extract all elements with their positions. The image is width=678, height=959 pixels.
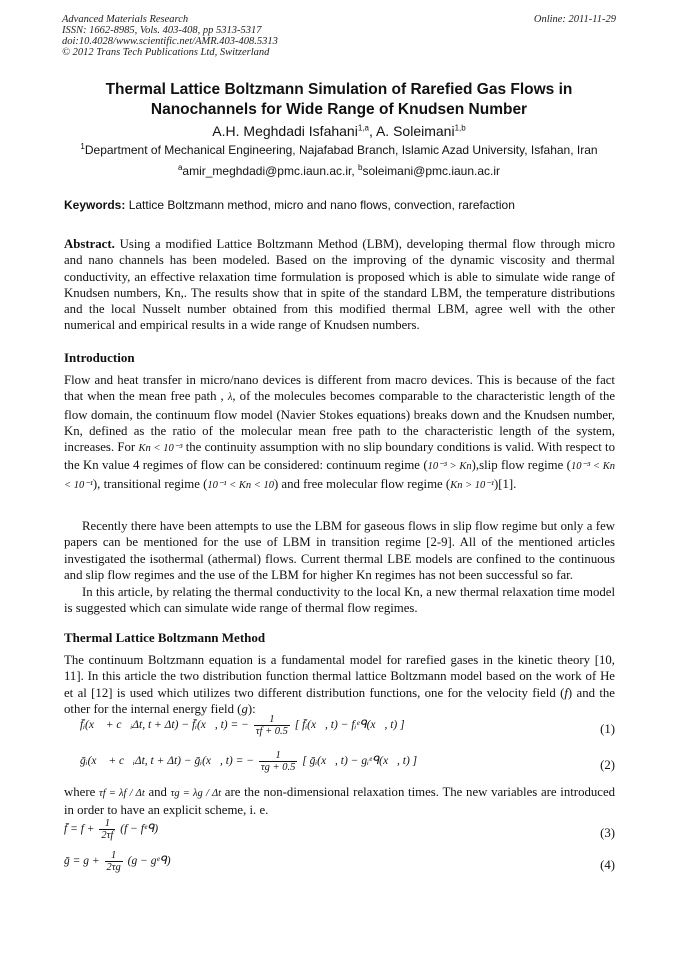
- journal-header: [62, 14, 278, 58]
- equation-3: [64, 818, 615, 852]
- author-separator: ,: [368, 123, 376, 139]
- intro-p1-text-e: ), transitional regime (: [92, 476, 208, 491]
- symbol-f: f: [564, 685, 568, 700]
- equation-4: [64, 850, 615, 884]
- kn-condition-3: 10⁻³ < Kn < 10⁻¹: [64, 461, 616, 491]
- eq1-denominator: τf + 0.5: [255, 726, 288, 737]
- author-1: A.H. Meghdadi Isfahani: [212, 123, 358, 139]
- and-word: and: [148, 785, 167, 799]
- email-a[interactable]: amir_meghdadi@pmc.iaun.ac.ir: [182, 164, 352, 178]
- where-word: where: [64, 785, 96, 799]
- author-1-affil-mark: 1,a: [357, 123, 369, 133]
- intro-heading: Introduction: [64, 350, 135, 365]
- method-paragraph-1: [64, 652, 615, 717]
- eq3-fraction: [99, 818, 115, 841]
- method-p1-text-a: The continuum Boltzmann equation is a fundamental model for rarefied gases in the kinetic theory [10, 11]. In this article the two distribution function thermal lattice Boltzmann model based on the work of He et al [12] is used which utilizes two different distribution functions, one for the velocity field (: [64, 653, 615, 700]
- method-p1-text-c: ):: [247, 701, 256, 716]
- eq1-rhs: [ f̄ᵢ(x⃗, t) − fᵢᵉᑫ(x⃗, t) ]: [294, 719, 405, 732]
- affiliation-text: Department of Mechanical Engineering, Najafabad Branch, Islamic Azad University, Isfahan, Iran: [84, 143, 598, 157]
- eq4-numerator: 1: [105, 850, 123, 862]
- affiliation: [0, 143, 678, 157]
- author-2: A. Soleimani: [375, 123, 455, 139]
- keywords: [64, 198, 515, 212]
- intro-paragraph-1: [64, 372, 615, 494]
- issn-line: ISSN: 1662-8985, Vols. 403-408, pp 5313-5317: [62, 25, 262, 36]
- paper-title: [40, 80, 638, 120]
- method-p1-text-b: ) and the other for the internal energy field (: [64, 685, 615, 716]
- kn-condition-2: 10⁻³ > Kn: [427, 461, 472, 473]
- abstract-label: Abstract.: [64, 237, 115, 251]
- intro-p1-text-g: )[1].: [493, 476, 517, 491]
- copyright-line: © 2012 Trans Tech Publications Ltd, Switzerland: [62, 47, 270, 58]
- kn-condition-4: 10⁻¹ < Kn < 10: [207, 479, 274, 491]
- eq2-lhs: ḡᵢ(x⃗ + c⃗ᵢΔt, t + Δt) − ḡᵢ(x⃗, t) = −: [80, 755, 255, 768]
- eq3-rhs: (f − fᵉᑫ): [120, 823, 159, 836]
- equation-2: [80, 750, 615, 784]
- intro-p1-text-a: Flow and heat transfer in micro/nano devices is different from macro devices. This is because of the fact that when the mean free path ,: [64, 373, 615, 404]
- eq1-numerator: 1: [254, 714, 290, 726]
- kn-condition-1: Kn < 10⁻³: [138, 443, 183, 455]
- tau-f-definition: τf = λf / Δt: [98, 788, 145, 799]
- intro-p1-text-d: ),slip flow regime (: [471, 458, 571, 473]
- abstract: [64, 236, 615, 334]
- method-paragraph-2: [64, 784, 615, 819]
- email-separator: ,: [351, 164, 359, 178]
- eq2-rhs: [ ḡᵢ(x⃗, t) − gᵢᵉᑫ(x⃗, t) ]: [302, 755, 418, 768]
- kn-condition-5: Kn > 10⁻¹: [450, 479, 494, 491]
- eq1-lhs: f̄ᵢ(x⃗ + c⃗ᵢΔt, t + Δt) − f̄ᵢ(x⃗, t) = −: [80, 719, 249, 732]
- eq4-denominator: 2τg: [106, 862, 121, 873]
- eq3-numerator: 1: [99, 818, 115, 830]
- eq3-denominator: 2τf: [101, 830, 114, 841]
- eq4-lhs: ḡ = g +: [64, 855, 100, 868]
- eq2-number: (2): [600, 758, 615, 772]
- eq2-fraction: [259, 750, 297, 773]
- author-emails: [0, 164, 678, 178]
- keywords-label: Keywords:: [64, 198, 126, 212]
- abstract-text: Using a modified Lattice Boltzmann Method (LBM), developing thermal flow through micro and nano channels has been modeled. Based on the improving of the dynamic viscosity and thermal conductivity, an effective relaxation time formulation is proposed which is able to simulate wide range of Knudsen numbers, Kn,. The results show that in spite of the standard LBM, the temperature distributions and the local Nusselt number obtained from this modified thermal LBM, agree well with the other numerical and empirical results in a wide range of Knudsen numbers.: [64, 237, 615, 333]
- title-line-1: Thermal Lattice Boltzmann Simulation of Rarefied Gas Flows in: [105, 81, 573, 98]
- symbol-g: g: [241, 701, 248, 716]
- affiliation-mark: 1: [80, 142, 85, 151]
- online-date: Online: 2011-11-29: [533, 14, 616, 25]
- email-b-mark: b: [358, 163, 363, 172]
- eq4-fraction: [105, 850, 123, 873]
- email-a-mark: a: [177, 163, 183, 172]
- email-b[interactable]: soleimani@pmc.iaun.ac.ir: [362, 164, 501, 178]
- method-p2-rest: are the non-dimensional relaxation times. The new variables are introduced in order to have an explicit scheme, i. e.: [64, 785, 616, 818]
- eq3-number: (3): [600, 826, 615, 840]
- journal-name: Advanced Materials Research: [62, 14, 189, 25]
- intro-p1-text-b: , of the molecules becomes comparable to the characteristic length of the flow domain, the continuum flow model (Navier Stokes equations) breaks down and the Knudsen number, Kn, defined as the ratio of the molecular mean free path to the characteristic length of the system, increases. For: [64, 389, 616, 455]
- eq2-denominator: τg + 0.5: [260, 762, 296, 773]
- tau-g-definition: τg = λg / Δt: [170, 788, 222, 799]
- eq1-fraction: [254, 714, 290, 737]
- author-2-affil-mark: 1,b: [454, 123, 466, 133]
- eq2-numerator: 1: [259, 750, 297, 762]
- eq4-number: (4): [600, 858, 615, 872]
- eq1-number: (1): [600, 722, 615, 736]
- intro-paragraph-2: Recently there have been attempts to use the LBM for gaseous flows in slip flow regime but only a few papers can be mentioned for the use of LBM in transition regime [2-9]. All of the mentioned articles investigated the isothermal (athermal) flows. Current thermal LBE models are confined to the continuous and slip flow regimes and the use of the LBM for higher Kn regimes has not been successful so far.: [64, 519, 615, 582]
- keywords-text: Lattice Boltzmann method, micro and nano flows, convection, rarefaction: [128, 198, 515, 212]
- author-list: [0, 123, 678, 139]
- intro-paragraph-3: In this article, by relating the thermal conductivity to the local Kn, a new thermal relaxation time model is suggested which can simulate wide range of thermal flow regimes.: [64, 585, 615, 616]
- eq4-rhs: (g − gᵉᑫ): [127, 855, 171, 868]
- title-line-2: Nanochannels for Wide Range of Knudsen Number: [150, 101, 528, 118]
- intro-p1-text-c: the continuity assumption with no slip boundary conditions is valid. With respect to the Kn value 4 regimes of flow can be considered: continuum regime (: [64, 440, 616, 473]
- doi-line[interactable]: doi:10.4028/www.scientific.net/AMR.403-408.5313: [62, 36, 278, 47]
- equation-1: [80, 714, 615, 748]
- intro-p1-text-f: ) and free molecular flow regime (: [273, 476, 451, 491]
- eq3-lhs: f̄ = f +: [64, 823, 95, 836]
- lambda-symbol: λ: [227, 392, 233, 404]
- method-heading: Thermal Lattice Boltzmann Method: [64, 630, 266, 645]
